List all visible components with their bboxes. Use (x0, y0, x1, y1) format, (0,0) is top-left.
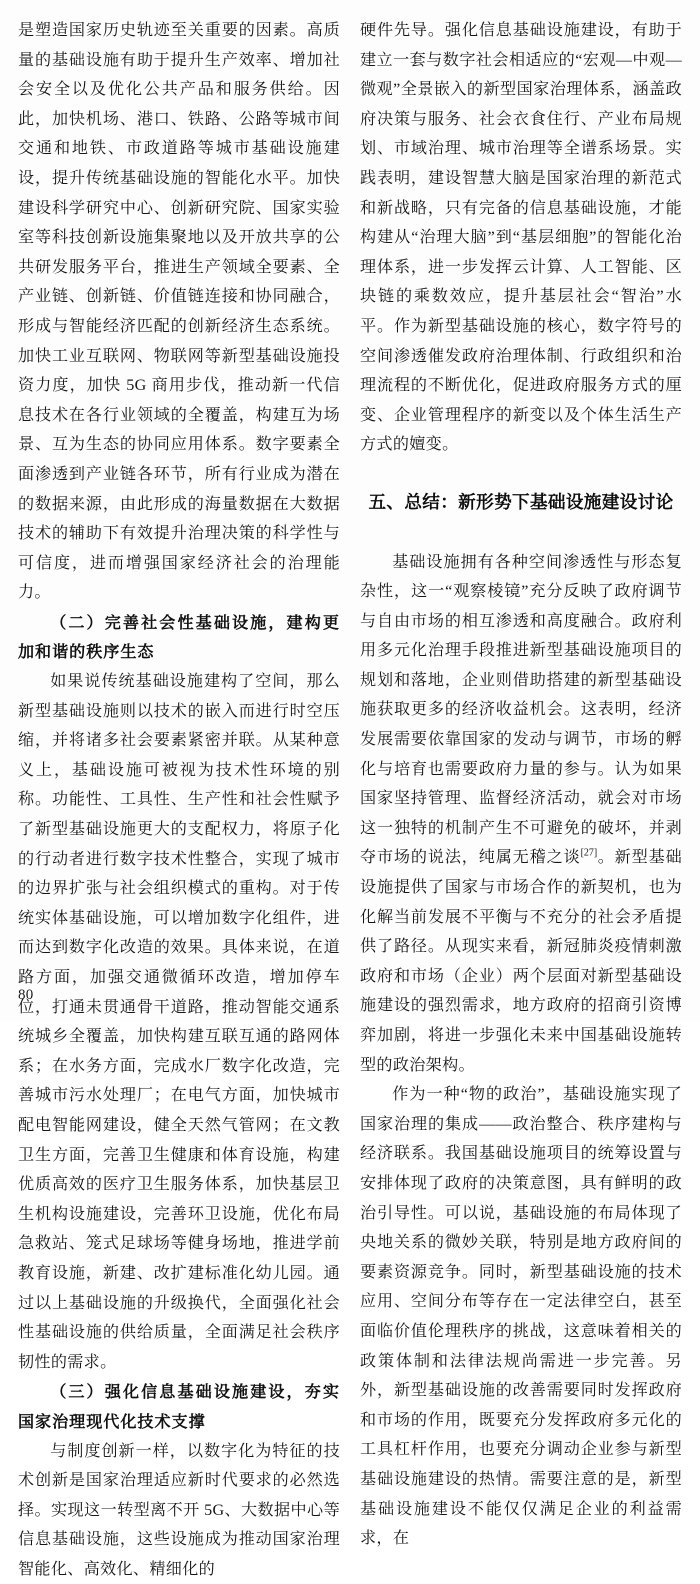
heading-bottom-spacer (360, 519, 682, 548)
conclusion-text-before-citation: 基础设施拥有各种空间渗透性与形态复杂性，这一“观察棱镜”充分反映了政府调节与自由市场的相互渗透和高度融合。政府利用多元化治理手段推进新型基础设施项目的规划和落地，企业则借助搭建的新型基础设施获取更多的经济收益机会。这表明，经济发展需要依靠国家的发动与调节，市场的孵化与培育也需要政府力量的参与。认为如果国家坚持管理、监督经济活动，就会对市场这一独特的机制产生不可避免的破坏，并剥夺市场的说法，纯属无稽之谈 (360, 554, 682, 867)
paragraph-continued-hardware-leading: 硬件先导。强化信息基础设施建设，有助于建立一套与数字社会相适应的“宏观—中观—微观”全景嵌入的新型国家治理体系，涵盖政府决策与服务、社会衣食住行、产业布局规划、市域治理、城市治理等全谱系场景。实践表明，建设智慧大脑是国家治理的新范式和新战略，只有完备的信息基础设施，才能构建从“治理大脑”到“基层细胞”的智能化治理体系，进一步发挥云计算、人工智能、区块链的乘数效应，提升基层社会“智治”水平。作为新型基础设施的核心，数字符号的空间渗透催发政府治理体制、行政组织和治理流程的不断优化，促进政府服务方式的厘变、企业管理程序的新变以及个体生活生产方式的嬗变。 (360, 16, 682, 460)
paragraph-conclusion-second: 作为一种“物的政治”，基础设施实现了国家治理的集成——政治整合、秩序建构与经济联系。我国基础设施项目的统筹设置与安排体现了政府的决策意图，具有鲜明的政治引导性。可以说，基础设施的布局体现了央地关系的微妙关联，特别是地方政府间的要素资源竞争。同时，新型基础设施的技术应用、空间分布等存在一定法律空白，甚至面临价值伦理秩序的挑战，这意味着相关的政策体制和法律法规尚需进一步完善。另外，新型基础设施的改善需要同时发挥政府和市场的作用，既要充分发挥政府多元化的工具杠杆作用，也要充分调动企业参与新型基础设施建设的热情。需要注意的是，新型基础设施建设不能仅仅满足企业的利益需求，在 (360, 1080, 682, 1554)
subheading-social-infrastructure: （二）完善社会性基础设施，建构更加和谐的秩序生态 (18, 608, 340, 667)
paragraph-social-infrastructure-body: 如果说传统基础设施建构了空间，那么新型基础设施则以技术的嵌入而进行时空压缩，并将诸多社会要素紧密并联。从某种意义上，基础设施可被视为技术性环境的别称。功能性、工具性、生产性和社会性赋予了新型基础设施更大的支配权力，将原子化的行动者进行数字技术性整合，实现了城市的边界扩张与社会组织模式的重构。对于传统实体基础设施，可以增加数字化组件，进而达到数字化改造的效果。具体来说，在道路方面，加强交通微循环改造，增加停车位，打通未贯通骨干道路，推动智能交通系统城乡全覆盖，加快构建互联互通的路网体系；在水务方面，完成水厂数字化改造，完善城市污水处理厂；在电气方面，加快城市配电智能网建设，健全天然气管网；在文教卫生方面，完善卫生健康和体育设施，构建优质高效的医疗卫生服务体系，加快基层卫生机构设施建设，完善环卫设施，优化布局急救站、笼式足球场等健身场地，推进学前教育设施，新建、改扩建标准化幼儿园。通过以上基础设施的升级换代，全面强化社会性基础设施的供给质量，全面满足社会秩序韧性的需求。 (18, 667, 340, 1377)
paragraph-conclusion-first (360, 548, 682, 1081)
conclusion-text-after-citation: 。新型基础设施提供了国家与市场合作的新契机，也为化解当前发展不平衡与不充分的社会矛盾提供了路径。从现实来看，新冠肺炎疫情刺激政府和市场（企业）两个层面对新型基础设施建设的强烈需求，地方政府的招商引资博弈加剧，将进一步强化未来中国基础设施转型的政治架构。 (360, 849, 682, 1073)
subheading-information-infrastructure: （三）强化信息基础设施建设，夯实国家治理现代化技术支撑 (18, 1377, 340, 1436)
paragraph-continued-infrastructure-quality: 是塑造国家历史轨迹至关重要的因素。高质量的基础设施有助于提升生产效率、增加社会安全以及优化公共产品和服务供给。因此，加快机场、港口、铁路、公路等城市间交通和地铁、市政道路等城市基础设施建设，提升传统基础设施的智能化水平。加快建设科学研究中心、创新研究院、国家实验室等科技创新设施集聚地以及开放共享的公共研发服务平台，推进生产领域全要素、全产业链、创新链、价值链连接和协同融合，形成与智能经济匹配的创新经济生态系统。加快工业互联网、物联网等新型基础设施投资力度，加快 5G 商用步伐，推动新一代信息技术在各行业领域的全覆盖，构建互为场景、互为生态的协同应用体系。数字要素全面渗透到产业链各环节，所有行业成为潜在的数据来源，由此形成的海量数据在大数据技术的辅助下有效提升治理决策的科学性与可信度，进而增强国家经济社会的治理能力。 (18, 16, 340, 608)
two-column-text-body (18, 16, 682, 976)
left-column (18, 16, 340, 976)
section-heading-conclusion: 五、总结：新形势下基础设施建设讨论 (360, 489, 682, 519)
citation-marker-27: [27] (581, 848, 598, 859)
right-column (360, 16, 682, 976)
page-number: 80 (18, 986, 34, 1004)
heading-top-spacer (360, 460, 682, 489)
paragraph-information-infrastructure-body: 与制度创新一样，以数字化为特征的技术创新是国家治理适应新时代要求的必然选择。实现这一转型离不开 5G、大数据中心等信息基础设施，这些设施成为推动国家治理智能化、高效化、精细化的 (18, 1437, 340, 1584)
